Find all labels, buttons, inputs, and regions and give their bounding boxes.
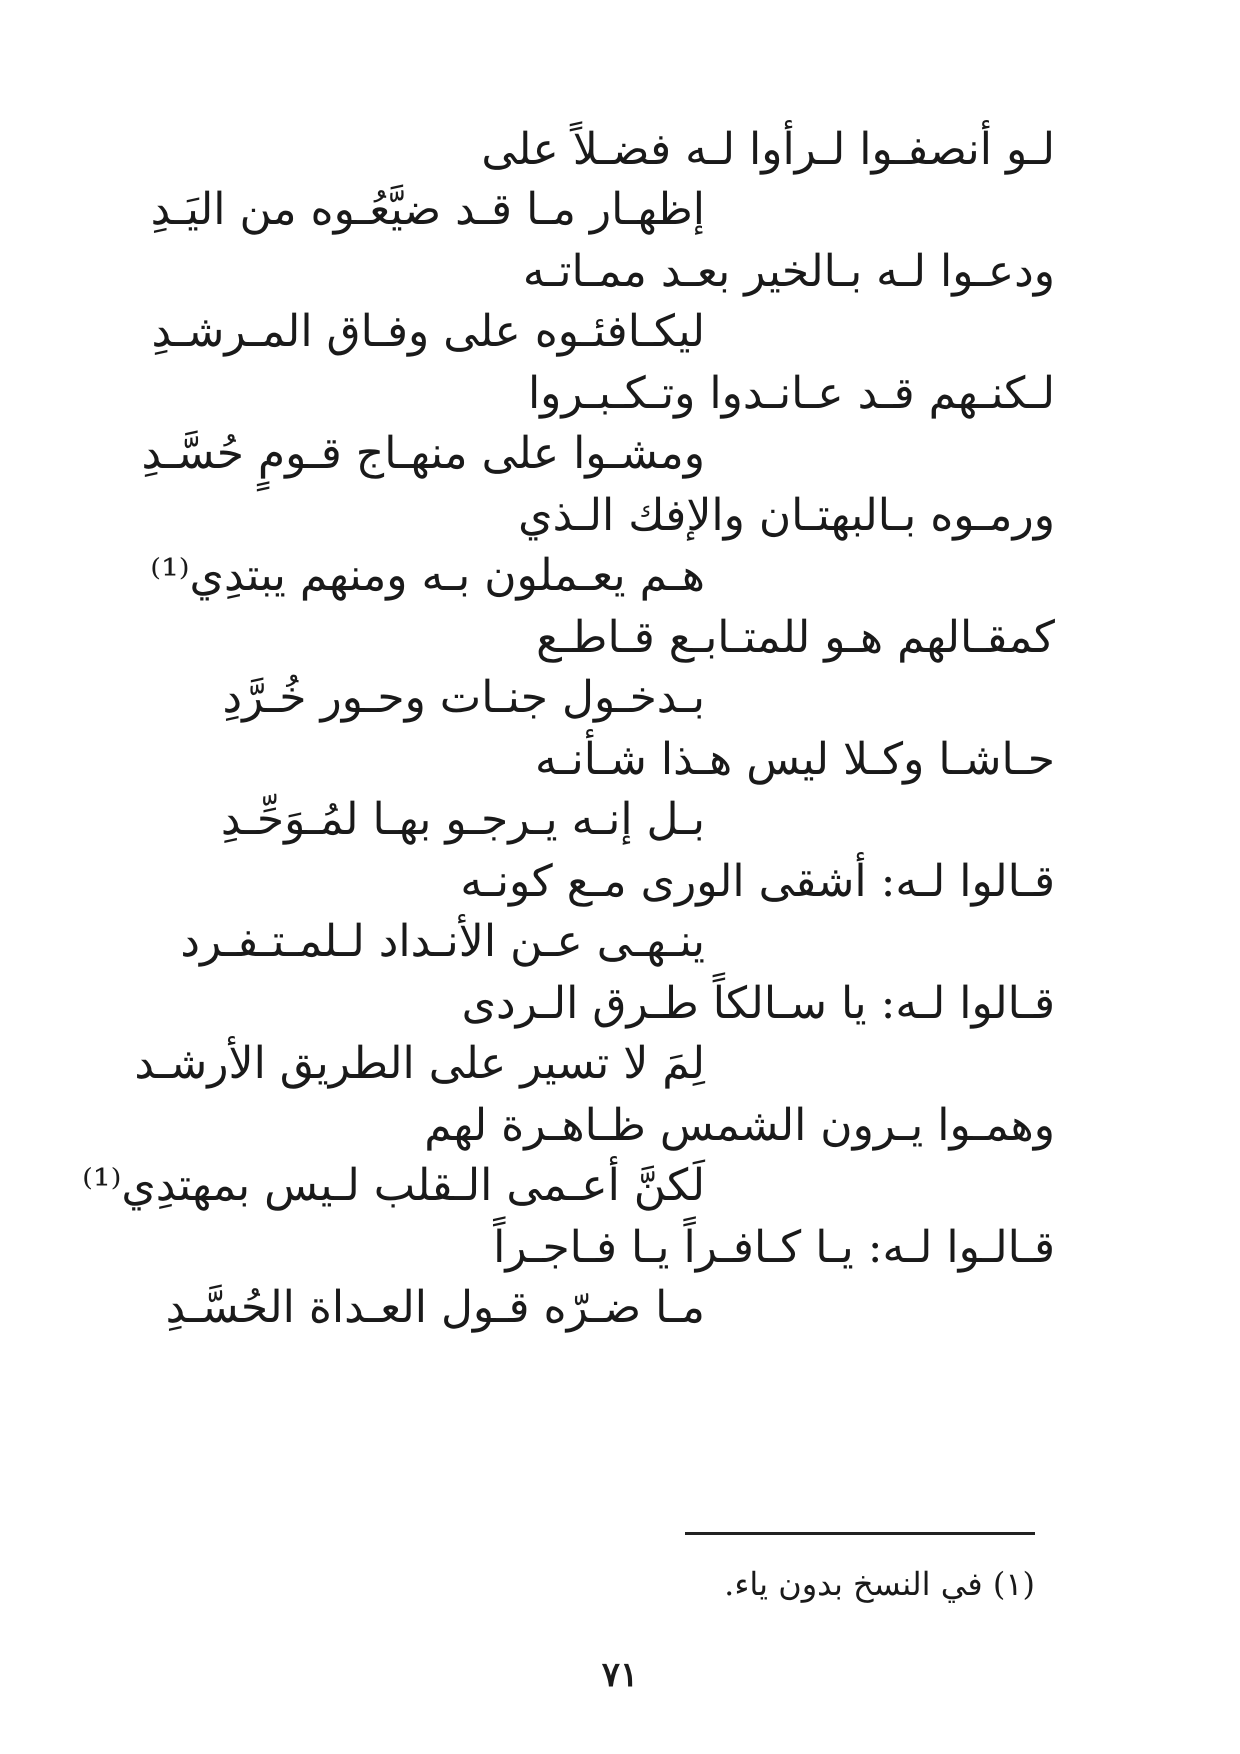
verse-10-second-hemistich: مـا ضـرّه قـول العـداة الحُسَّـدِ bbox=[165, 1282, 705, 1333]
footnote: (١) في النسخ بدون ياء. bbox=[724, 1565, 1035, 1603]
footnote-divider bbox=[685, 1532, 1035, 1535]
verse-2-first-hemistich: ودعـوا لـه بـالخير بعـد ممـاتـه bbox=[522, 246, 1055, 297]
verse-9-second-hemistich: لَكنَّ أعـمى الـقلب لـيس بمهتدِي⁽¹⁾ bbox=[82, 1160, 705, 1211]
verse-2-second-hemistich: ليكـافئـوه على وفـاق المـرشـدِ bbox=[151, 306, 705, 357]
verse-4-first-hemistich: ورمـوه بـالبهتـان والإفك الـذي bbox=[518, 490, 1055, 541]
verse-1-second-hemistich: إظهـار مـا قـد ضيَّعُـوه من اليَـدِ bbox=[150, 184, 705, 235]
verse-6-second-hemistich: بـل إنـه يـرجـو بهـا لمُـوَحِّـدِ bbox=[220, 794, 705, 845]
verse-5-second-hemistich: بـدخـول جنـات وحـور خُـرَّدِ bbox=[222, 672, 705, 723]
verse-8-second-hemistich: لِمَ لا تسير على الطريق الأرشـد bbox=[134, 1038, 705, 1089]
page-number: ٧١ bbox=[601, 1655, 639, 1695]
verse-7-second-hemistich: ينـهـى عـن الأنـداد لـلمـتـفـرد bbox=[180, 916, 705, 967]
verse-10-first-hemistich: قـالـوا لـه: يـا كـافـراً يـا فـاجـراً bbox=[493, 1222, 1055, 1273]
verse-1-first-hemistich: لـو أنصفـوا لـرأوا لـه فضـلاً على bbox=[481, 124, 1055, 175]
verse-3-first-hemistich: لـكنـهم قـد عـانـدوا وتـكـبـروا bbox=[527, 368, 1055, 419]
verse-9-first-hemistich: وهمـوا يـرون الشمس ظـاهـرة لهم bbox=[424, 1100, 1055, 1151]
verse-8-first-hemistich: قـالوا لـه: يا سـالكاً طـرق الـردى bbox=[461, 978, 1055, 1029]
verse-3-second-hemistich: ومشـوا على منهـاج قـومٍ حُسَّـدِ bbox=[141, 428, 705, 479]
verse-6-first-hemistich: حـاشـا وكـلا ليس هـذا شـأنـه bbox=[534, 734, 1055, 785]
verse-5-first-hemistich: كمقـالهم هـو للمتـابـع قـاطـع bbox=[536, 612, 1055, 663]
verse-4-second-hemistich: هـم يعـملون بـه ومنهم يبتدِي⁽¹⁾ bbox=[150, 550, 705, 601]
verse-7-first-hemistich: قـالوا لـه: أشقى الورى مـع كونـه bbox=[460, 856, 1055, 907]
